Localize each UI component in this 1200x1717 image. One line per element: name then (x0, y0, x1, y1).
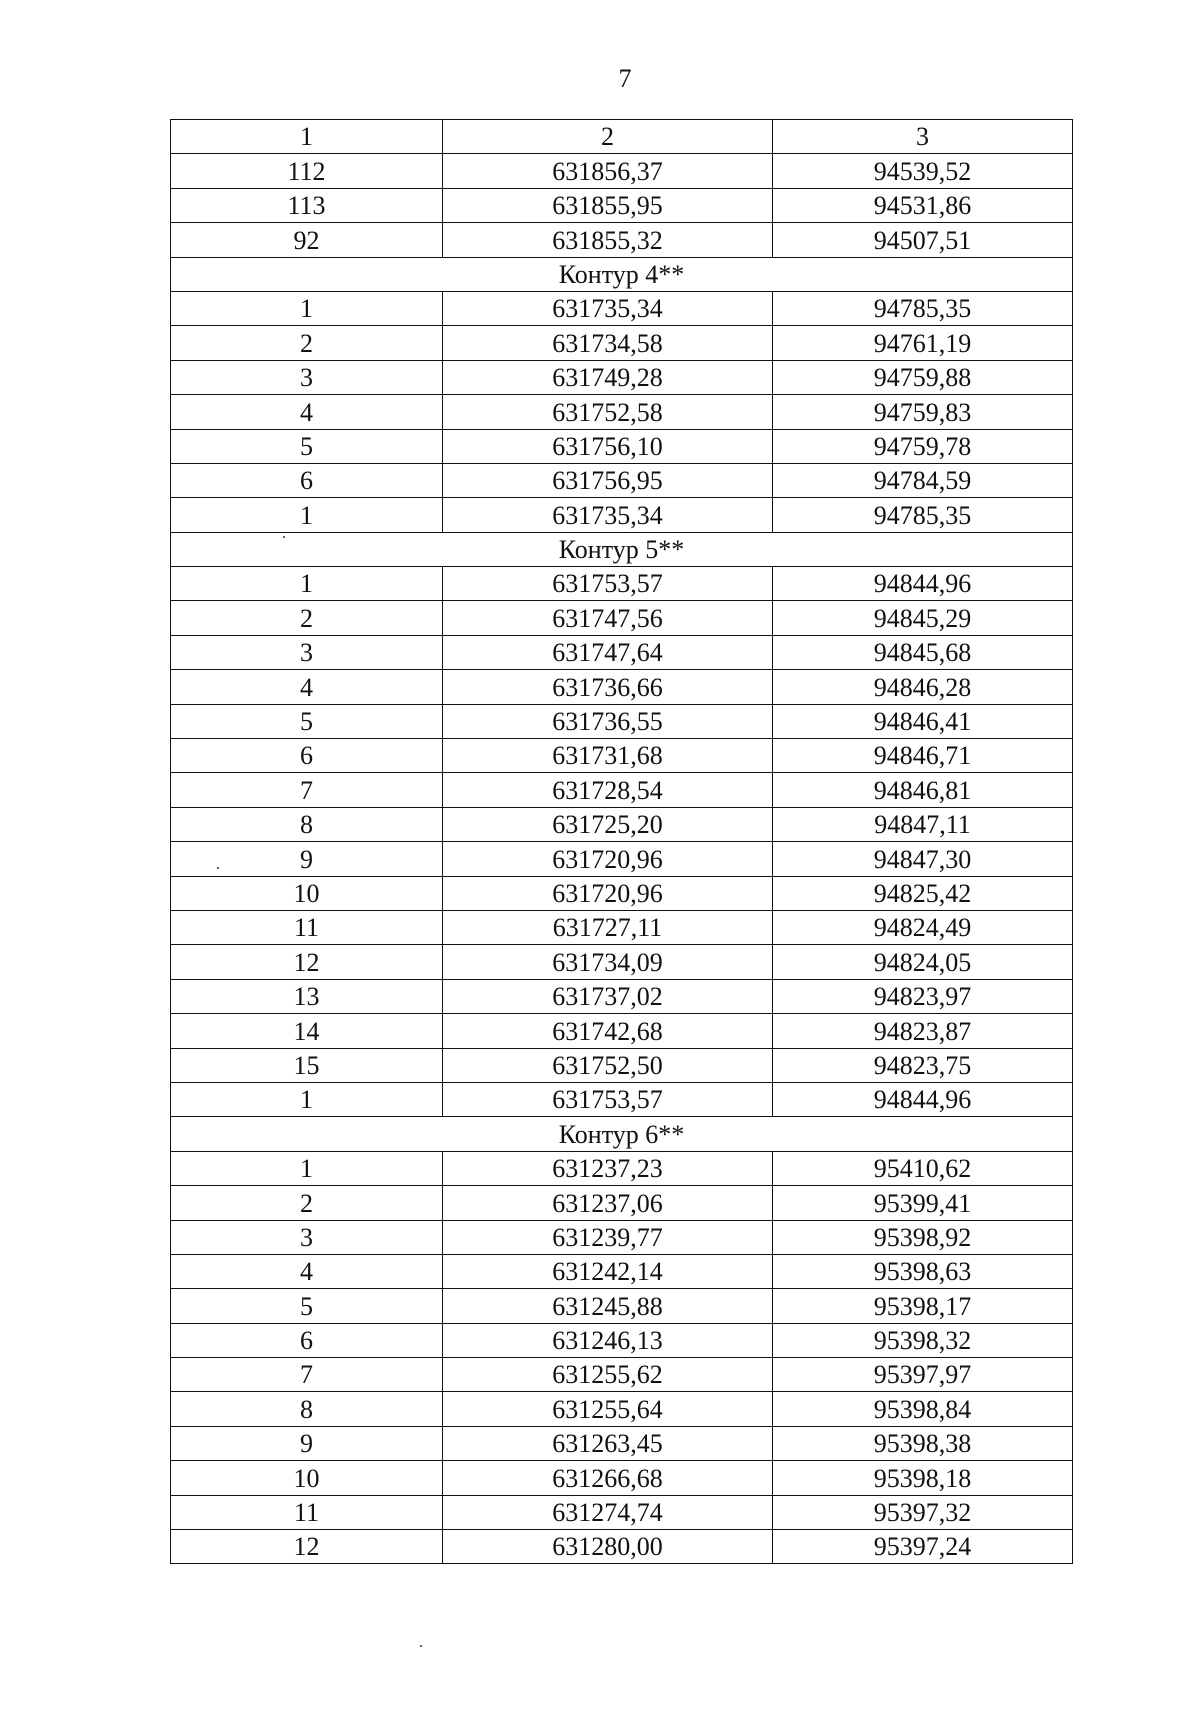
x-coordinate-cell: 631734,09 (443, 945, 773, 979)
coordinates-table-body (171, 120, 1073, 1564)
y-coordinate-cell: 94761,19 (773, 326, 1073, 360)
x-coordinate-cell: 631274,74 (443, 1495, 773, 1529)
y-coordinate-cell: 94844,96 (773, 567, 1073, 601)
y-coordinate-cell: 94759,83 (773, 395, 1073, 429)
x-coordinate-cell: 631736,66 (443, 670, 773, 704)
x-coordinate-cell: 631737,02 (443, 979, 773, 1013)
table-row (171, 670, 1073, 704)
y-coordinate-cell: 95398,92 (773, 1220, 1073, 1254)
point-number-cell: 6 (171, 463, 443, 497)
x-coordinate-cell: 631246,13 (443, 1323, 773, 1357)
point-number-cell: 9 (171, 842, 443, 876)
y-coordinate-cell: 94539,52 (773, 154, 1073, 188)
table-row (171, 704, 1073, 738)
table-row (171, 601, 1073, 635)
y-coordinate-cell: 94785,35 (773, 498, 1073, 532)
point-number-cell: 3 (171, 360, 443, 394)
y-coordinate-cell: 94784,59 (773, 463, 1073, 497)
point-number-cell: 1 (171, 291, 443, 325)
point-number-cell: 9 (171, 1426, 443, 1460)
y-coordinate-cell: 94507,51 (773, 223, 1073, 257)
table-row (171, 1082, 1073, 1116)
y-coordinate-cell: 94846,71 (773, 739, 1073, 773)
y-coordinate-cell: 94824,05 (773, 945, 1073, 979)
point-number-cell: 4 (171, 395, 443, 429)
y-coordinate-cell: 94846,28 (773, 670, 1073, 704)
x-coordinate-cell: 631742,68 (443, 1014, 773, 1048)
x-coordinate-cell: 631237,23 (443, 1151, 773, 1185)
table-row (171, 1289, 1073, 1323)
y-coordinate-cell: 94847,30 (773, 842, 1073, 876)
contour-header-row (171, 532, 1073, 566)
point-number-cell: 2 (171, 601, 443, 635)
point-number-cell: 3 (171, 1220, 443, 1254)
point-number-cell: 1 (171, 498, 443, 532)
x-coordinate-cell: 631720,96 (443, 842, 773, 876)
table-row (171, 1254, 1073, 1288)
point-number-cell: 92 (171, 223, 443, 257)
x-coordinate-cell: 631734,58 (443, 326, 773, 360)
point-number-cell: 5 (171, 1289, 443, 1323)
x-coordinate-cell: 631237,06 (443, 1186, 773, 1220)
x-coordinate-cell: 631727,11 (443, 910, 773, 944)
contour-header-row (171, 257, 1073, 291)
y-coordinate-cell: 94825,42 (773, 876, 1073, 910)
table-row (171, 1461, 1073, 1495)
point-number-cell: 7 (171, 773, 443, 807)
contour-header-row (171, 1117, 1073, 1151)
y-coordinate-cell: 94844,96 (773, 1082, 1073, 1116)
point-number-cell: 10 (171, 876, 443, 910)
y-coordinate-cell: 94823,87 (773, 1014, 1073, 1048)
y-coordinate-cell: 95398,38 (773, 1426, 1073, 1460)
x-coordinate-cell: 631756,95 (443, 463, 773, 497)
table-row (171, 1392, 1073, 1426)
y-coordinate-cell: 94823,97 (773, 979, 1073, 1013)
point-number-cell: 13 (171, 979, 443, 1013)
table-row (171, 567, 1073, 601)
y-coordinate-cell: 95398,84 (773, 1392, 1073, 1426)
y-coordinate-cell: 95397,97 (773, 1358, 1073, 1392)
point-number-cell: 15 (171, 1048, 443, 1082)
table-row (171, 463, 1073, 497)
x-coordinate-cell: 631855,95 (443, 188, 773, 222)
x-coordinate-cell: 631752,50 (443, 1048, 773, 1082)
point-number-cell: 12 (171, 1530, 443, 1564)
x-coordinate-cell: 631735,34 (443, 291, 773, 325)
x-coordinate-cell: 631749,28 (443, 360, 773, 394)
x-coordinate-cell: 631242,14 (443, 1254, 773, 1288)
table-row (171, 1358, 1073, 1392)
point-number-cell: 113 (171, 188, 443, 222)
table-row (171, 360, 1073, 394)
y-coordinate-cell: 95398,18 (773, 1461, 1073, 1495)
x-coordinate-cell: 631856,37 (443, 154, 773, 188)
x-coordinate-cell: 631255,62 (443, 1358, 773, 1392)
x-coordinate-cell: 631720,96 (443, 876, 773, 910)
x-coordinate-cell: 631747,64 (443, 635, 773, 669)
table-row (171, 1530, 1073, 1564)
table-row (171, 739, 1073, 773)
point-number-cell: 3 (171, 635, 443, 669)
point-number-cell: 7 (171, 1358, 443, 1392)
table-row (171, 1048, 1073, 1082)
y-coordinate-cell: 94846,41 (773, 704, 1073, 738)
point-number-cell: 6 (171, 739, 443, 773)
x-coordinate-cell: 631263,45 (443, 1426, 773, 1460)
point-number-cell: 1 (171, 567, 443, 601)
x-coordinate-cell: 631728,54 (443, 773, 773, 807)
point-number-cell: 4 (171, 670, 443, 704)
contour-label: Контур 6** (171, 1117, 1073, 1151)
table-row (171, 1323, 1073, 1357)
contour-label: Контур 5** (171, 532, 1073, 566)
table-row (171, 1220, 1073, 1254)
scan-speck (217, 867, 219, 869)
point-number-cell: 112 (171, 154, 443, 188)
y-coordinate-cell: 94531,86 (773, 188, 1073, 222)
coordinates-table (170, 119, 1073, 1564)
table-row (171, 945, 1073, 979)
y-coordinate-cell: 95410,62 (773, 1151, 1073, 1185)
y-coordinate-cell: 95397,24 (773, 1530, 1073, 1564)
table-row (171, 1014, 1073, 1048)
x-coordinate-cell: 631735,34 (443, 498, 773, 532)
table-row (171, 910, 1073, 944)
table-row (171, 979, 1073, 1013)
contour-label: Контур 4** (171, 257, 1073, 291)
y-coordinate-cell: 94845,68 (773, 635, 1073, 669)
table-row (171, 635, 1073, 669)
y-coordinate-cell: 94847,11 (773, 807, 1073, 841)
y-coordinate-cell: 95398,32 (773, 1323, 1073, 1357)
table-row (171, 291, 1073, 325)
x-coordinate-cell: 631255,64 (443, 1392, 773, 1426)
y-coordinate-cell: 94846,81 (773, 773, 1073, 807)
point-number-cell: 11 (171, 910, 443, 944)
y-coordinate-cell: 95398,17 (773, 1289, 1073, 1323)
point-number-cell: 8 (171, 807, 443, 841)
table-row (171, 326, 1073, 360)
table-row (171, 1426, 1073, 1460)
x-coordinate-cell: 631753,57 (443, 1082, 773, 1116)
y-coordinate-cell: 95397,32 (773, 1495, 1073, 1529)
x-coordinate-cell: 631736,55 (443, 704, 773, 738)
point-number-cell: 12 (171, 945, 443, 979)
point-number-cell: 5 (171, 429, 443, 463)
x-coordinate-cell: 631280,00 (443, 1530, 773, 1564)
table-row (171, 223, 1073, 257)
scan-speck (283, 536, 285, 538)
point-number-cell: 1 (171, 1151, 443, 1185)
scan-speck (420, 1645, 422, 1647)
table-row (171, 807, 1073, 841)
point-number-cell: 2 (171, 1186, 443, 1220)
table-row (171, 773, 1073, 807)
table-row (171, 1495, 1073, 1529)
point-number-cell: 11 (171, 1495, 443, 1529)
point-number-cell: 1 (171, 1082, 443, 1116)
table-row (171, 1151, 1073, 1185)
x-coordinate-cell: 631245,88 (443, 1289, 773, 1323)
x-coordinate-cell: 631753,57 (443, 567, 773, 601)
y-coordinate-cell: 94759,78 (773, 429, 1073, 463)
point-number-cell: 2 (171, 326, 443, 360)
table-row (171, 842, 1073, 876)
y-coordinate-cell: 94845,29 (773, 601, 1073, 635)
table-row (171, 395, 1073, 429)
table-row (171, 1186, 1073, 1220)
column-number-row (171, 120, 1073, 154)
point-number-cell: 5 (171, 704, 443, 738)
y-coordinate-cell: 95399,41 (773, 1186, 1073, 1220)
point-number-cell: 14 (171, 1014, 443, 1048)
table-row (171, 498, 1073, 532)
point-number-cell: 8 (171, 1392, 443, 1426)
table-row (171, 876, 1073, 910)
x-coordinate-cell: 631855,32 (443, 223, 773, 257)
x-coordinate-cell: 631266,68 (443, 1461, 773, 1495)
y-coordinate-cell: 3 (773, 120, 1073, 154)
table-row (171, 429, 1073, 463)
y-coordinate-cell: 94759,88 (773, 360, 1073, 394)
x-coordinate-cell: 631747,56 (443, 601, 773, 635)
point-number-cell: 6 (171, 1323, 443, 1357)
x-coordinate-cell: 631731,68 (443, 739, 773, 773)
x-coordinate-cell: 631725,20 (443, 807, 773, 841)
page-number: 7 (618, 64, 632, 93)
point-number-cell: 4 (171, 1254, 443, 1288)
x-coordinate-cell: 631752,58 (443, 395, 773, 429)
x-coordinate-cell: 631239,77 (443, 1220, 773, 1254)
y-coordinate-cell: 94785,35 (773, 291, 1073, 325)
table-row (171, 188, 1073, 222)
point-number-cell: 10 (171, 1461, 443, 1495)
y-coordinate-cell: 94823,75 (773, 1048, 1073, 1082)
point-number-cell: 1 (171, 120, 443, 154)
x-coordinate-cell: 2 (443, 120, 773, 154)
table-row (171, 154, 1073, 188)
y-coordinate-cell: 95398,63 (773, 1254, 1073, 1288)
y-coordinate-cell: 94824,49 (773, 910, 1073, 944)
x-coordinate-cell: 631756,10 (443, 429, 773, 463)
